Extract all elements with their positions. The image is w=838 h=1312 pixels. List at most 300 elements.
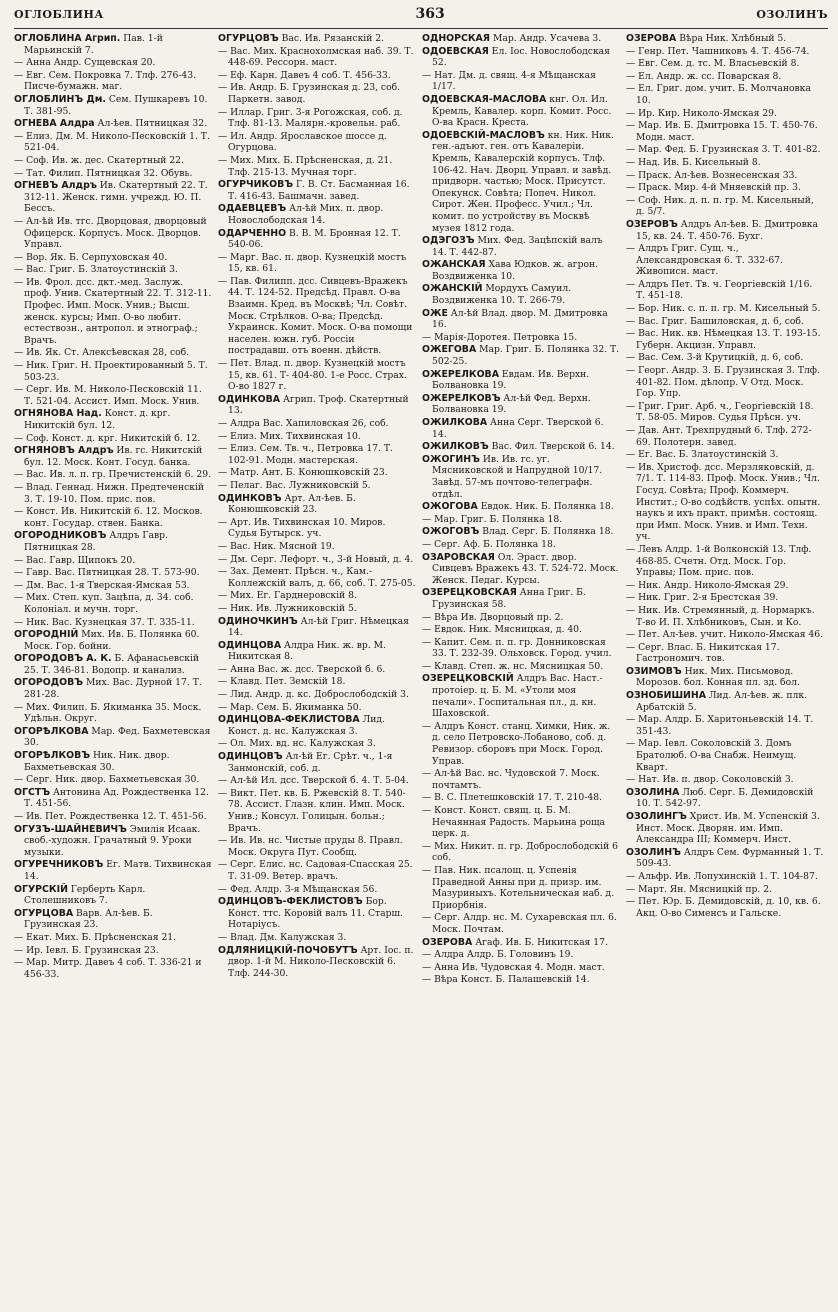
entry-text: Серг. Влас. Б. Никитская 17. Гастрономич. тов. <box>636 641 780 665</box>
entry-text: Мар. Іевл. Соколовскій 3. Домъ Братолюб. О-ва Снабж. Неимущ. Кварт. <box>636 738 797 773</box>
directory-entry <box>626 58 824 70</box>
entry-text: Бор. Ник. с. п. п. гр. М. Кисельный 5. <box>638 303 821 315</box>
entry-text: Алдръ Конст. станц. Химки, Ник. ж. д. село Петровско-Лобаново, соб. д. Ревизор. сборовъ при Моск. Город. Управ. <box>432 720 611 767</box>
entry-text: Ел. Григ. дом. учит. Б. Молчановка 10. <box>636 83 811 106</box>
directory-entry <box>14 384 212 407</box>
entry-text: Евг. Сем. Покровка 7. Тлф. 276-43. Писче-бумажн. маг. <box>24 69 197 93</box>
entry-text: Мих. Степ. куп. Зацѣпа, д. 34. соб. Колоніал. и мучн. торг. <box>24 592 194 615</box>
entry-text: Алдра Вас. Хапиловская 26, соб. <box>230 418 389 429</box>
entry-text: Ел. Андр. ж. сс. Поварская 8. <box>638 70 782 82</box>
entry-surname: ОЗЕРОВА <box>422 936 473 948</box>
entry-text: Конст. Ив. Никитскій 6. 12. Москов. конт. Государ. ствен. Банка. <box>24 506 203 529</box>
directory-entry <box>422 962 620 974</box>
entry-text: Викт. Пет. кв. Б. Ржевскій 8. Т. 540-78. Ассист. Глазн. клин. Имп. Моск. Унив.; Консул. Голицын. больн.; Врачъ. <box>228 787 406 834</box>
entry-surname: ОЖОГИНЪ <box>422 453 480 465</box>
entry-text: Дав. Ант. Трехпрудный 6. Тлф. 272-69. Полотерн. завед. <box>636 425 812 448</box>
directory-entry <box>218 676 416 688</box>
entry-text: Ив. гс. Никитскій бул. 12. Моск. Конт. Госуд. банка. <box>24 445 203 468</box>
entry-text: Серг. Елис. нс. Садовая-Спасская 25. Т. 31-09. Ветер. врачъ. <box>228 859 413 882</box>
directory-entry <box>14 445 212 468</box>
directory-entry <box>422 308 620 331</box>
directory-entry <box>422 974 620 986</box>
entry-text: Марг. Вас. п. двор. Кузнецкій мостъ 15, кв. 61. <box>228 251 407 275</box>
entry-surname: ОЖАНСКІЙ <box>422 283 483 295</box>
directory-entry <box>218 566 416 589</box>
entry-text: Елиз. Дм. М. Николо-Песковскій 1. Т. 521-04. <box>24 130 210 154</box>
entry-text: кнг. Ол. Ил. Кремль, Кавалер. корп. Комит. Росс. О-ва Красн. Креста. <box>432 93 612 129</box>
entry-text: Иллар. Григ. 3-я Рогожская, соб. д. Тлф. 81-13. Малярн.-кровельн. раб. <box>228 106 403 130</box>
directory-entry <box>14 264 212 276</box>
entry-text: Екат. Мих. Б. Прѣсненская 21. <box>26 931 177 943</box>
entry-text: Праск. Мир. 4-й Мняевскій пр. 3. <box>638 182 801 194</box>
entry-surname: ОГУЗЪ-ШАЙНЕВИЧЪ <box>14 823 127 835</box>
directory-entry <box>218 252 416 275</box>
entry-text: Лид. Конст. д. нс. Калужская 3. <box>228 714 385 737</box>
directory-entry <box>422 283 620 306</box>
entry-text: Арт. Ал-ѣев. Б. Конюшковскій 23. <box>228 492 356 516</box>
directory-entry <box>626 738 824 773</box>
entry-text: Ал-ѣй Фед. Верхн. Болвановка 19. <box>432 392 591 416</box>
entry-text: Матр. Ант. Б. Конюшковскій 23. <box>230 467 388 479</box>
entry-surname: ОДИНЦОВЪ <box>218 751 283 763</box>
entry-text: Арт. Ив. Тихвинская 10. Миров. Судья Бутырск. уч. <box>228 516 386 540</box>
directory-entry <box>626 195 824 218</box>
entry-text: Христ. Ив. М. Успенскій 3. Инст. Моск. Дворян. им. Имп. Александра III; Коммерч. Инст. <box>636 811 820 846</box>
directory-entry <box>218 788 416 834</box>
directory-entry <box>626 642 824 665</box>
directory-entry <box>422 587 620 610</box>
directory-entry <box>422 637 620 660</box>
entry-surname: ОДИНЦОВА <box>218 639 282 651</box>
directory-entry <box>14 408 212 431</box>
entry-surname: ОЖЕРЕЛКОВЪ <box>422 392 501 404</box>
directory-entry <box>422 393 620 416</box>
directory-entry <box>218 738 416 750</box>
directory-entry <box>218 431 416 443</box>
entry-surname: ОДИНЦОВЪ-ФЕКЛИСТОВЪ <box>218 896 363 908</box>
entry-text: Фед. Алдр. 3-я Мѣщанская 56. <box>230 883 378 895</box>
entry-text: Ол. Эраст. двор. Сивцевъ Вражекъ 43. Т. 524-72. Моск. Женск. Педаг. Курсы. <box>432 551 619 586</box>
directory-entry <box>626 401 824 424</box>
entry-text: Генр. Пет. Чашниковъ 4. Т. 456-74. <box>638 45 810 57</box>
entry-text: Ник. Вас. Кузнецкая 37. Т. 335-11. <box>26 616 195 628</box>
entry-text: Ник. Григ. Н. Проектированный 5. Т. 503-23. <box>24 360 208 383</box>
directory-entry <box>14 750 212 773</box>
directory-entry <box>626 219 824 242</box>
entry-text: Над. Ив. Б. Кисельный 8. <box>638 156 761 168</box>
entry-surname: ОЖАНСКАЯ <box>422 259 486 271</box>
entry-text: Мар. Митр. Давеъ 4 соб. Т. 336-21 и 456-33. <box>24 957 202 980</box>
entry-text: Мих. Вас. Дурной 17. Т. 281-28. <box>24 677 202 701</box>
entry-surname: ОЗАРОВСКАЯ <box>422 551 495 563</box>
directory-entry <box>626 896 824 919</box>
entry-text: Ил. Андр. Ярославское шоссе д. Огурцова. <box>228 130 387 154</box>
directory-entry <box>218 714 416 737</box>
directory-entry <box>626 243 824 278</box>
directory-entry <box>218 932 416 944</box>
entry-text: Мар. Алдр. Б. Харитоньевскій 14. Т. 351-43. <box>636 714 814 737</box>
entry-surname: ОГНЯНОВЪ Алдръ <box>14 445 114 457</box>
directory-entry <box>218 945 416 980</box>
entry-surname: ОГЛОБЛИНА Агрип. <box>14 33 121 44</box>
entry-text: Г. В. Ст. Басманная 16. Т. 416-43. Башмачн. завед. <box>228 179 410 202</box>
entry-text: Сем. Пушкаревъ 10. Т. 381-95. <box>24 93 208 117</box>
directory-entry <box>422 369 620 392</box>
entry-text: Зах. Демент. Прѣсн. ч., Кам.-Коллежскій валъ, д. 66, соб. Т. 275-05. <box>228 566 416 589</box>
entry-text: Альфр. Ив. Лопухинскій 1. Т. 104-87. <box>638 870 818 882</box>
directory-entry <box>218 82 416 105</box>
entry-text: Влад. Серг. Б. Полянка 18. <box>482 526 614 538</box>
directory-entry <box>218 616 416 639</box>
directory-entry <box>422 792 620 804</box>
entry-surname: ОДОЕВСКАЯ-МАСЛОВА <box>422 93 547 105</box>
directory-entry <box>14 787 212 810</box>
page-header <box>14 6 828 29</box>
entry-text: Вас. Григ. Башиловская, д. 6, соб. <box>638 315 804 327</box>
header-right-guide-word: ОЗОЛИНЪ <box>756 8 828 21</box>
directory-entry <box>218 751 416 774</box>
directory-entry <box>14 774 212 786</box>
entry-text: кн. Ник. Ник. ген.-адъют. ген. отъ Кавалеріи. Кремль, Кавалерскій корпусъ. Тлф. 106-42. Нач. Дворц. Управл. и завѣд. придворн. частью; Моск. Присутст. Опекунск. Совѣта; Попеч. Никол. Сирот. Жен. Професс. Учил.; Чл. комит. по устройству въ Москвѣ музея 1812 года. <box>432 129 614 234</box>
entry-text: Хава Юдков. ж. агрон. Воздвиженка 10. <box>432 259 599 282</box>
directory-entry <box>422 841 620 864</box>
header-left-guide-word: ОГЛОБЛИНА <box>14 8 104 21</box>
entry-text: Вор. Як. Б. Серпуховская 40. <box>26 251 168 263</box>
directory-entry <box>422 33 620 45</box>
entry-text: В. В. М. Бронная 12. Т. 540-06. <box>228 227 401 251</box>
entry-text: Анна Ив. Чудовская 4. Модн. маст. <box>434 961 605 973</box>
directory-entry <box>626 544 824 579</box>
entry-text: Ег. Вас. Б. Златоустинскій 3. <box>638 449 779 461</box>
entry-surname: ОЖИЛКОВЪ <box>422 441 489 453</box>
entry-surname: ОГУРЧИКОВЪ <box>218 179 294 191</box>
directory-entry <box>14 592 212 615</box>
directory-entry <box>14 824 212 859</box>
entry-text: Георг. Андр. 3. Б. Грузинская 3. Тлф. 401-82. Пом. дѣлопр. V Отд. Моск. Гор. Упр. <box>636 365 820 400</box>
directory-entry <box>422 130 620 234</box>
directory-entry <box>14 360 212 383</box>
entry-text: Алдръ Сем. Фурманный 1. Т. 509-43. <box>636 846 824 870</box>
entry-text: Еф. Карн. Давеъ 4 соб. Т. 456-33. <box>230 69 391 81</box>
directory-entry <box>218 480 416 492</box>
columns <box>14 33 828 1303</box>
directory-entry <box>218 70 416 82</box>
entry-text: Влад. Геннад. Нижн. Предтеченскій 3. Т. 19-10. Пом. прис. пов. <box>24 481 205 505</box>
entry-text: Елиз. Сем. Тв. ч., Петровка 17. Т. 102-91. Модн. мастерская. <box>228 443 393 466</box>
directory-entry <box>422 552 620 587</box>
column-1 <box>14 33 212 1303</box>
directory-entry <box>218 775 416 787</box>
entry-text: Анна Григ. Б. Грузинская 58. <box>432 587 586 610</box>
entry-text: Мих. Филип. Б. Якиманка 35. Моск. Удѣльн. Округ. <box>24 701 202 725</box>
entry-text: Нат. Дм. д. свящ. 4-я Мѣщанская 1/17. <box>432 69 596 93</box>
directory-entry <box>14 726 212 749</box>
entry-text: Мар. Григ. Б. Полянка 18. <box>434 513 563 525</box>
entry-text: Григ. Григ. Арб. ч., Георгіевскій 18. Т. 58-05. Миров. Судья Прѣсн. уч. <box>636 400 814 424</box>
directory-entry <box>14 33 212 56</box>
directory-entry <box>422 949 620 961</box>
entry-surname: ОГСТЪ <box>14 786 51 798</box>
entry-text: Вас. Ник. Мясной 19. <box>230 540 335 552</box>
directory-entry <box>14 347 212 359</box>
directory-entry <box>14 155 212 167</box>
directory-entry <box>422 526 620 538</box>
entry-surname: ОЗИМОВЪ <box>626 665 682 677</box>
entry-text: Гавр. Вас. Пятницкая 28. Т. 573-90. <box>26 567 200 579</box>
entry-text: Мих. Мих. Б. Прѣсненская, д. 21. Тлф. 215-13. Мучная торг. <box>228 154 393 178</box>
entry-text: Алдръ Гавр. Пятницкая 28. <box>24 530 168 553</box>
directory-entry <box>626 157 824 169</box>
directory-entry <box>626 316 824 328</box>
directory-entry <box>626 303 824 315</box>
directory-entry <box>218 896 416 931</box>
entry-text: Ник. Ник. двор. Бахметьевская 30. <box>24 750 170 773</box>
entry-text: Тат. Филип. Пятницкая 32. Обувь. <box>26 167 193 179</box>
entry-text: Евдок. Ник. Б. Полянка 18. <box>480 501 614 513</box>
entry-text: Дм. Серг. Лефорт. ч., 3-й Новый, д. 4. <box>230 553 414 565</box>
entry-text: Ал-ѣй Григ. Нѣмецкая 14. <box>228 615 409 639</box>
directory-entry <box>626 279 824 302</box>
directory-entry <box>218 358 416 393</box>
entry-surname: ОДЭГОЗЪ <box>422 235 475 247</box>
entry-text: Евдок. Ник. Мясницкая, д. 40. <box>434 624 582 636</box>
directory-entry <box>422 721 620 767</box>
entry-surname: ОДОЕВСКІЙ-МАСЛОВЪ <box>422 129 545 141</box>
directory-entry <box>218 493 416 516</box>
entry-text: Агрип. Троф. Скатертный 13. <box>228 393 409 417</box>
entry-text: Нат. Ив. п. двор. Соколовскій 3. <box>638 774 794 786</box>
directory-entry <box>218 276 416 357</box>
entry-text: Мих. Ив. Б. Полянка 60. Моск. Гор. бойни. <box>24 629 200 652</box>
entry-text: Ив. Ив. нс. Чистые пруды 8. Правл. Моск. Округа Пут. Сообщ. <box>228 835 403 858</box>
entry-surname: ОЖОГОВА <box>422 501 478 513</box>
directory-entry <box>218 418 416 430</box>
directory-entry <box>218 467 416 479</box>
directory-entry <box>14 252 212 264</box>
entry-text: Мар. Андр. Усачева 3. <box>492 33 602 44</box>
entry-text: Вѣра Конст. Б. Палашевскій 14. <box>434 974 590 986</box>
entry-surname: ОЖЕ <box>422 307 448 319</box>
page-number: 363 <box>415 6 445 22</box>
directory-entry <box>218 46 416 69</box>
entry-text: Анна Серг. Тверской 6. 14. <box>432 417 604 440</box>
entry-text: Вас. Ив. Рязанскій 2. <box>281 33 385 44</box>
directory-entry <box>14 567 212 579</box>
entry-text: Ал-ѣй Мих. п. двор. Новослободская 14. <box>228 203 384 226</box>
entry-text: Серг. Ник. двор. Бахметьевская 30. <box>26 774 200 786</box>
entry-text: Вас. Ник. кв. Нѣмецкая 13. Т. 193-15. Губерн. Акцизн. Управл. <box>636 328 821 351</box>
entry-surname: ОЖЕРЕЛКОВА <box>422 368 499 380</box>
entry-text: Пет. Ал-ѣев. учит. Николо-Ямская 46. <box>638 629 824 641</box>
entry-text: Ал-ѣй Ив. тгс. Дворцовая, дворцовый Офицерск. Корпусъ. Моск. Дворцов. Управл. <box>24 215 207 251</box>
directory-entry <box>626 83 824 106</box>
directory-entry <box>14 506 212 529</box>
entry-text: Ив. Скатертный 22. Т. 312-11. Женск. гимн. учрежд. Ю. П. Бессъ. <box>24 180 208 215</box>
directory-entry <box>14 932 212 944</box>
directory-entry <box>14 118 212 130</box>
entry-surname: ОЖИЛКОВА <box>422 417 488 428</box>
directory-entry <box>626 592 824 604</box>
entry-text: Ол. Мих. вд. нс. Калужская 3. <box>230 738 376 750</box>
directory-entry <box>14 57 212 69</box>
entry-text: Вас. Ив. л. п. гр. Пречистенскій 6. 29. <box>26 469 212 481</box>
entry-text: Алдръ Ал-ѣев. Б. Дмитровка 15, кв. 24. Т. 450-76. Бухг. <box>636 218 818 242</box>
entry-surname: ОГНЯНОВА Над. <box>14 408 102 420</box>
directory-entry <box>422 441 620 453</box>
entry-text: Ив. Фрол. дсс. дкт.-мед. Заслуж. проф. Унив. Скатертный 22. Т. 312-11. Профес. Имп. Моск. Унив.; Высш. женск. курсы; Имп. О-во любит. естествозн., антропол. и этнограф.; Врачъ. <box>24 276 212 346</box>
directory-entry <box>626 328 824 351</box>
entry-text: Евг. Сем. д. тс. М. Власьевскій 8. <box>638 58 800 70</box>
directory-entry <box>422 612 620 624</box>
directory-entry <box>422 344 620 367</box>
entry-text: Ник. Ив. Стремянный, д. Нормаркъ. Т-во И. П. Хлѣбниковъ, Сын. и Ко. <box>636 604 815 628</box>
directory-entry <box>218 541 416 553</box>
directory-entry <box>422 661 620 673</box>
entry-text: Ник. Мих. Письмовод. Морозов. бол. Конная пл. зд. бол. <box>636 665 800 689</box>
directory-entry <box>14 617 212 629</box>
entry-text: Алдръ Григ. Сущ. ч., Александровская 6. Т. 332-67. Живописн. маст. <box>636 243 783 278</box>
directory-entry <box>626 714 824 737</box>
entry-text: Пет. Влад. п. двор. Кузнецкій мостъ 15, кв. 61. Т- 404-80. 1-е Росс. Страх. О-во 1827 г. <box>228 358 407 393</box>
entry-surname: ОЗОЛИНА <box>626 786 680 798</box>
entry-text: Серг. Алдр. нс. М. Сухаревская пл. 6. Моск. Почтам. <box>432 912 617 935</box>
entry-text: Вас. Гавр. Щипокъ 20. <box>26 554 136 566</box>
entry-text: Ир. Іевл. Б. Грузинская 23. <box>26 944 159 956</box>
directory-entry <box>626 787 824 810</box>
directory-entry <box>218 443 416 466</box>
directory-entry <box>422 501 620 513</box>
directory-entry <box>626 46 824 58</box>
entry-text: Ив. Пет. Рождественка 12. Т. 451-56. <box>26 811 207 822</box>
entry-text: Мар. Григ. Б. Полянка 32. Т. 502-25. <box>432 344 620 368</box>
entry-surname: ОГНЕВА Алдра <box>14 118 95 130</box>
directory-entry <box>626 666 824 689</box>
directory-entry <box>218 203 416 226</box>
entry-surname: ОГОРОДНИКОВЪ <box>14 530 107 542</box>
entry-text: Вѣра Ив. Дворцовый пр. 2. <box>434 611 564 623</box>
directory-entry <box>422 539 620 551</box>
entry-surname: ОЗОЛИНГЪ <box>626 811 687 822</box>
entry-surname: ОДИНКОВЪ <box>218 492 282 504</box>
directory-entry <box>218 590 416 602</box>
directory-entry <box>626 774 824 786</box>
directory-entry <box>422 235 620 258</box>
entry-text: Евдам. Ив. Верхн. Болвановка 19. <box>432 368 590 392</box>
entry-text: Мар. Ив. Б. Дмитровка 15. Т. 450-76. Модн. маст. <box>636 120 818 143</box>
directory-entry <box>626 170 824 182</box>
entry-text: Елиз. Мих. Тихвинская 10. <box>230 430 361 442</box>
entry-text: Вас. Григ. Б. Златоустинскій 3. <box>26 264 178 276</box>
entry-text: Мих. Фед. Зацѣпскій валъ 14. Т. 442-87. <box>432 235 603 258</box>
directory-entry <box>422 937 620 949</box>
directory-entry <box>626 847 824 870</box>
entry-text: Мих. Никит. п. гр. Доброслободскій 6 соб. <box>432 840 618 864</box>
directory-entry <box>14 629 212 652</box>
entry-text: Март. Ян. Мясницкій пр. 2. <box>638 883 773 895</box>
entry-text: Ир. Кир. Николо-Ямская 29. <box>638 107 777 119</box>
entry-text: Пет. Юр. Б. Демидовскій, д. 10, кв. 6. Акц. О-во Сименсъ и Гальске. <box>636 896 821 919</box>
directory-entry <box>14 677 212 700</box>
entry-text: Мар. Фед. Бахметевская 30. <box>24 725 211 749</box>
entry-surname: ОДОЕВСКАЯ <box>422 45 489 57</box>
directory-entry <box>626 690 824 713</box>
directory-entry <box>422 865 620 911</box>
directory-entry <box>626 884 824 896</box>
directory-entry <box>626 120 824 143</box>
entry-text: Люб. Серг. Б. Демидовскій 10. Т. 542-97. <box>636 786 814 810</box>
entry-surname: ОГНЕВЪ Алдръ <box>14 180 97 192</box>
entry-text: Ив. Як. Ст. Алексѣевская 28, соб. <box>26 347 190 359</box>
directory-entry <box>14 530 212 553</box>
entry-text: Клавд. Степ. ж. нс. Мясницкая 50. <box>434 660 604 672</box>
directory-entry <box>14 433 212 445</box>
directory-entry <box>218 603 416 615</box>
entry-surname: ОГОРѢЛКОВЪ <box>14 750 91 762</box>
entry-surname: ОДИНОЧКИНЪ <box>218 615 298 627</box>
directory-entry <box>422 259 620 282</box>
directory-entry <box>626 71 824 83</box>
directory-entry <box>14 653 212 676</box>
entry-text: Вас. Сем. 3-й Крутицкій, д. 6, соб. <box>638 352 804 364</box>
entry-text: Алдра Ник. ж. вр. М. Никитская 8. <box>228 639 386 663</box>
entry-surname: ОГЛОБЛИНЪ Дм. <box>14 93 106 105</box>
entry-surname: ОЖЕГОВА <box>422 344 477 356</box>
directory-entry <box>218 394 416 417</box>
entry-text: Мордухъ Самуил. Воздвиженка 10. Т. 266-79. <box>432 283 572 307</box>
entry-text: Вас. Фил. Тверской 6. 14. <box>491 441 615 453</box>
entry-text: Соф. Ив. ж. дес. Скатертный 22. <box>26 154 184 166</box>
directory-entry <box>218 517 416 540</box>
directory-entry <box>14 168 212 180</box>
directory-entry <box>422 912 620 935</box>
directory-entry <box>14 70 212 93</box>
directory-entry <box>218 640 416 663</box>
entry-text: Вас. Мих. Краснохолмская наб. 39. Т. 448-69. Рессорн. маст. <box>228 45 414 69</box>
entry-text: Лид. Андр. д. кс. Доброслободскій 3. <box>230 689 409 701</box>
entry-text: Мих. Ег. Гарднеровскій 8. <box>230 590 357 602</box>
directory-entry <box>14 216 212 251</box>
entry-text: Алдръ Пет. Тв. ч. Георгіевскій 1/16. Т. 451-18. <box>636 278 813 302</box>
entry-surname: ОДНОРСКАЯ <box>422 33 491 44</box>
entry-text: Конст. д. крг. Никитскій бул. 12. <box>24 408 171 431</box>
directory-entry <box>14 180 212 215</box>
directory-entry <box>422 768 620 791</box>
entry-text: Левъ Алдр. 1-й Волконскій 13. Тлф. 468-85. Счетн. Отд. Моск. Гор. Управы; Пом. прис. пов. <box>636 543 812 579</box>
directory-entry <box>422 624 620 636</box>
directory-entry <box>422 514 620 526</box>
entry-surname: ОДИНКОВА <box>218 393 281 405</box>
directory-entry <box>218 664 416 676</box>
directory-entry <box>626 462 824 543</box>
directory-entry <box>14 945 212 957</box>
directory-entry <box>422 332 620 344</box>
entry-text: Лид. Ал-ѣев. ж. плк. Арбатскій 5. <box>636 690 807 713</box>
directory-entry <box>626 629 824 641</box>
directory-entry <box>422 46 620 69</box>
entry-surname: ОДАЕВЦЕВЪ <box>218 203 287 215</box>
entry-text: Анна Вас. ж. дсс. Тверской б. 6. <box>230 663 386 675</box>
entry-text: Ал-ѣй Ил. дсс. Тверской б. 4. Т. 5-04. <box>230 775 409 787</box>
directory-entry <box>14 908 212 931</box>
entry-text: Дм. Вас. 1-я Тверская-Ямская 53. <box>26 579 190 591</box>
entry-text: Вѣра Ник. Хлѣбный 5. <box>679 33 787 44</box>
directory-entry <box>626 144 824 156</box>
directory-entry <box>218 155 416 178</box>
entry-surname: ОЗОЛИНЪ <box>626 846 681 858</box>
column-2 <box>218 33 416 1303</box>
entry-surname: ОГОРОДОВЪ <box>14 677 84 689</box>
entry-text: Ал-ѣев. Пятницкая 32. <box>97 118 207 130</box>
